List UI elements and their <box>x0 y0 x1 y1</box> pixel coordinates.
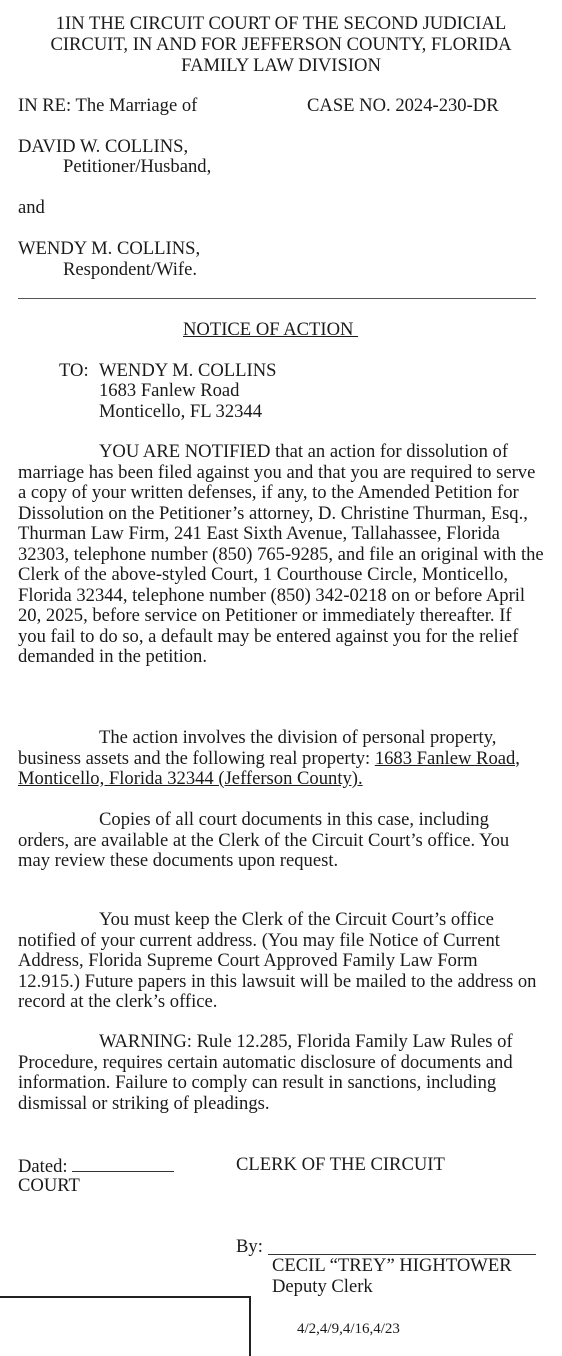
court-header-line-1: 1IN THE CIRCUIT COURT OF THE SECOND JUDICIAL <box>55 13 507 34</box>
publication-dates: 4/2,4/9,4/16,4/23 <box>297 1321 400 1337</box>
property-address: 1683 Fanlew Road, Monticello, Florida 32344 (Jefferson County). <box>18 747 520 789</box>
to-label: TO: <box>59 360 89 381</box>
respondent-role: Respondent/Wife. <box>63 259 198 280</box>
petitioner-name: DAVID W. COLLINS, <box>18 136 189 157</box>
paragraph-warning: WARNING: Rule 12.285, Florida Family Law Rules of Procedure, requires certain automatic disclosure of documents and information. Failure to comply can result in sanctions, including dismissal or striking of pleadings. <box>18 1031 513 1114</box>
caption-divider <box>18 298 536 299</box>
respondent-name: WENDY M. COLLINS, <box>18 238 201 259</box>
notice-title: NOTICE OF ACTION <box>183 319 359 340</box>
date-blank <box>72 1155 174 1172</box>
paragraph-notification: YOU ARE NOTIFIED that an action for dissolution of marriage has been filed against you and that you are required to serve a copy of your written defenses, if any, to the Amended Petition for Dissolution on the Petitioner’s attorney, D. Christine Thurman, Esq., Thurman Law Firm, 241 East Sixth Avenue, Tallahassee, Florida 32303, telephone number (850) 765-9285, and file an original with the Clerk of the above-styled Court, 1 Courthouse Circle, Monticello, Florida 32344, telephone number (850) 342-0218 on or before April 20, 2025, before service on Petitioner or immediately thereafter. If you fail to do so, a default may be entered against you for the relief demanded in the petition. <box>18 441 544 667</box>
addressee-name: WENDY M. COLLINS <box>99 360 277 381</box>
publication-box-right-border <box>249 1296 251 1356</box>
paragraph-documents: Copies of all court documents in this case, including orders, are available at the Clerk of the Circuit Court’s office. You may review these documents upon request. <box>18 809 510 871</box>
publication-box-top-border <box>0 1296 251 1298</box>
paragraph-property <box>18 728 544 790</box>
clerk-title: CLERK OF THE CIRCUIT <box>236 1154 445 1175</box>
dated-label: Dated: <box>18 1156 68 1177</box>
clerk-role: Deputy Clerk <box>272 1276 373 1297</box>
and-word: and <box>18 197 45 218</box>
in-re-label: IN RE: The Marriage of <box>18 95 198 116</box>
paragraph-address: You must keep the Clerk of the Circuit Court’s office notified of your current address. (You may file Notice of Current Address, Florida Supreme Court Approved Family Law Form 12.915.) Future papers in this lawsuit will be mailed to the address on record at the clerk’s office. <box>18 909 537 1012</box>
clerk-name: CECIL “TREY” HIGHTOWER <box>272 1255 512 1276</box>
addressee-street: 1683 Fanlew Road <box>99 380 240 401</box>
petitioner-role: Petitioner/Husband, <box>63 156 212 177</box>
court-header-line-3: FAMILY LAW DIVISION <box>181 55 381 76</box>
addressee-city: Monticello, FL 32344 <box>99 401 263 422</box>
court-header-line-2: CIRCUIT, IN AND FOR JEFFERSON COUNTY, FLORIDA <box>50 34 512 55</box>
court-word: COURT <box>18 1175 80 1196</box>
property-text: The action involves the division of personal property, business assets and the following real property: <box>18 727 497 769</box>
by-label: By: <box>236 1236 263 1257</box>
case-number: CASE NO. 2024-230-DR <box>307 95 499 116</box>
